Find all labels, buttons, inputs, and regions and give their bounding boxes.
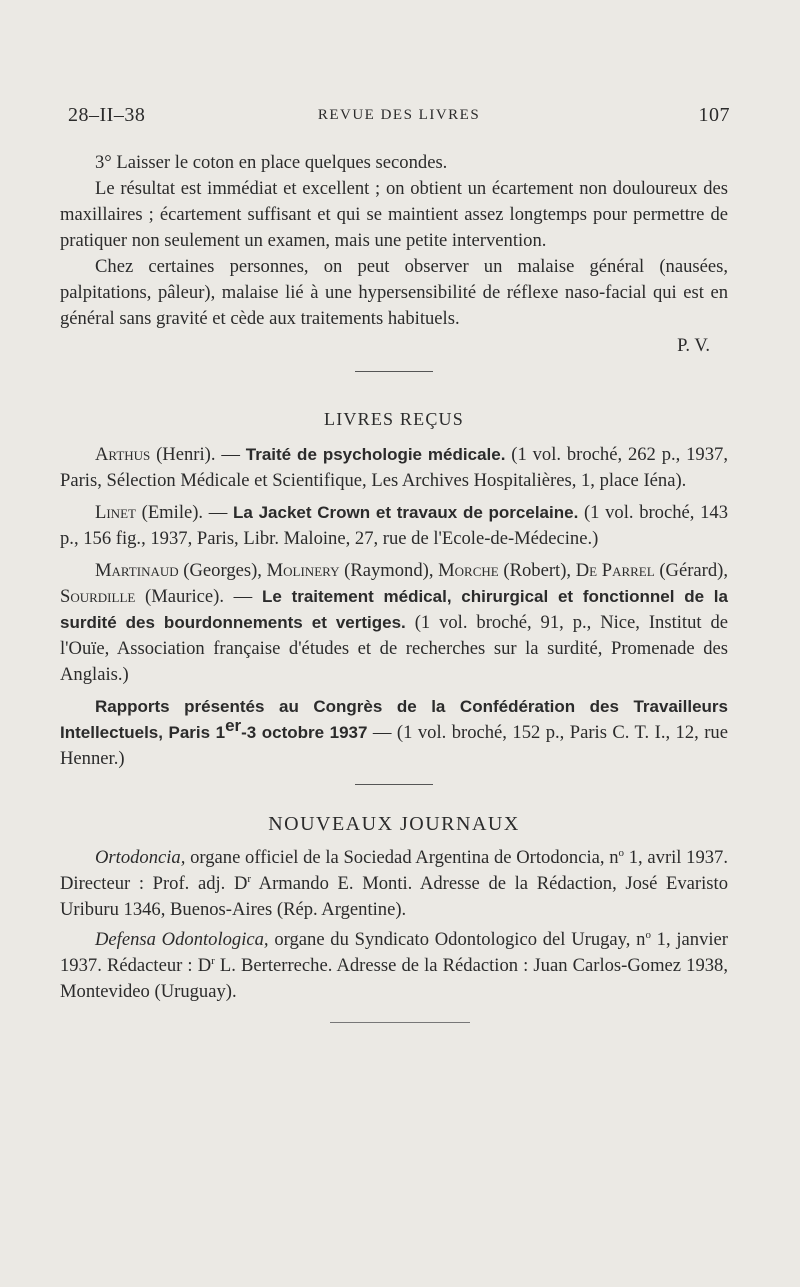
section-title-livres: LIVRES REÇUS <box>324 409 464 429</box>
author-name: Sourdille <box>60 586 136 607</box>
intro-paragraph-2: Le résultat est immédiat et excellent ; on obtient un écartement non douloureux des maxillaires ; écartement suffisant et qui se maintient assez longtemps pour permettre de pratiquer non seulement un examen, mais une petite intervention. <box>60 178 728 251</box>
header-date: 28–II–38 <box>68 104 146 126</box>
superscript: o <box>618 846 625 859</box>
page-body <box>60 150 728 1005</box>
end-divider <box>330 1022 470 1023</box>
intro-paragraph-3: Chez certaines personnes, on peut observer un malaise général (nausées, palpitations, pâleur), malaise lié à une hypersensibilité de réflexe naso-facial qui est en général sans gravité et cède aux traitements habituels. <box>60 256 728 329</box>
author-name: De Parrel <box>575 560 655 581</box>
superscript: r <box>247 872 252 885</box>
intro-paragraph-1: 3° Laisser le coton en place quelques secondes. <box>95 152 448 173</box>
book-title: Rapports présentés au Congrès de la Confédération des Travailleurs Intellectuels, Paris 1 <box>60 697 728 742</box>
section-divider <box>355 784 433 785</box>
superscript: r <box>211 954 215 967</box>
journal-text: L. Berterreche. Adresse de la Rédaction : Juan Carlos-Gomez 1938, Montevideo (Uruguay). <box>60 955 728 1002</box>
author-first-name: (Gérard), <box>654 560 728 581</box>
book-details: (1 vol. broché, 143 p., 156 fig., 1937, Paris, Libr. Maloine, 27, rue de l'Ecole-de-Médecine.) <box>60 502 728 549</box>
journal-text: organe officiel de la Sociedad Argentina de Ortodoncia, n <box>185 847 619 868</box>
author-first-name: (Maurice). — <box>135 586 262 607</box>
author-first-name: (Robert), <box>498 560 576 581</box>
running-header <box>68 104 730 132</box>
book-entry <box>60 442 728 494</box>
journal-entry <box>60 845 728 923</box>
page-number: 107 <box>698 104 730 126</box>
book-entry <box>60 558 728 688</box>
section-divider <box>355 371 433 372</box>
author-name: Arthus <box>95 444 151 465</box>
author-name: Linet <box>95 502 136 523</box>
author-first-name: (Raymond), <box>339 560 439 581</box>
author-first-name: (Henri). — <box>150 444 246 465</box>
book-details: (1 vol. broché, 262 p., 1937, Paris, Sélection Médicale et Scientifique, Les Archives Hospitalières, 1, place Iéna). <box>60 444 728 491</box>
author-first-name: (Georges), <box>178 560 267 581</box>
book-entry <box>60 694 728 772</box>
author-first-name: (Emile). — <box>135 502 233 523</box>
author-name: Morche <box>438 560 499 581</box>
journal-text: organe du Syndicato Odontologico del Urugay, n <box>268 929 646 950</box>
book-title: Le traitement médical, chirurgical et fonctionnel de la surdité des bourdonnements et vertiges. <box>60 587 728 632</box>
superscript: o <box>645 928 651 941</box>
book-title: Traité de psychologie médicale. <box>245 445 506 464</box>
journal-text: 1, janvier 1937. Rédacteur : D <box>60 929 728 976</box>
journal-name: Ortodoncia, <box>95 847 186 868</box>
signature: P. V. <box>677 335 710 356</box>
author-name: Martinaud <box>95 560 179 581</box>
book-title: La Jacket Crown et travaux de porcelaine. <box>233 503 579 522</box>
section-title-journaux: NOUVEAUX JOURNAUX <box>268 813 520 835</box>
book-title-date: -3 octobre 1937 <box>241 723 368 742</box>
book-details: (1 vol. broché, 91, p., Nice, Institut de l'Ouïe, Association française d'études et de recherches sur la surdité, Promenade des Anglais.) <box>60 612 728 685</box>
journal-name: Defensa Odontologica, <box>95 929 269 950</box>
journal-entry <box>60 927 728 1005</box>
author-name: Molinery <box>266 560 340 581</box>
journal-text: Armando E. Monti. Adresse de la Rédaction, José Evaristo Uriburu 1346, Buenos-Aires (Rép. Argentine). <box>60 873 728 920</box>
book-title-superscript: er <box>225 715 242 735</box>
book-entry <box>60 500 728 552</box>
header-title: REVUE DES LIVRES <box>317 107 481 123</box>
book-details: — (1 vol. broché, 152 p., Paris C. T. I., 12, rue Henner.) <box>60 722 728 769</box>
journal-text: 1, avril 1937. Directeur : Prof. adj. D <box>60 847 728 894</box>
